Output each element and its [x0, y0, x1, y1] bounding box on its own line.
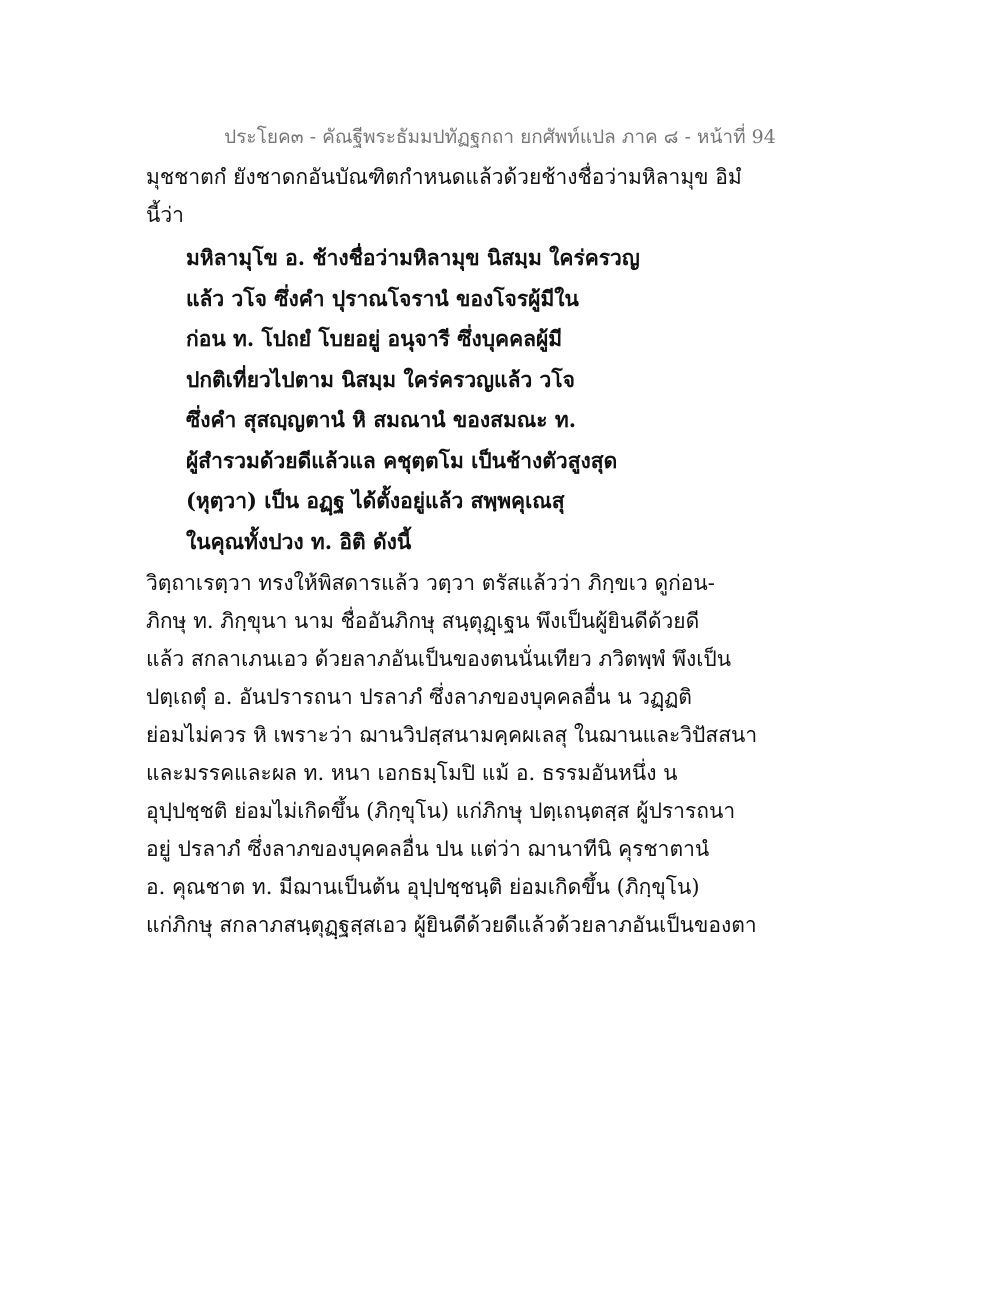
body-paragraph: [146, 564, 866, 944]
text-line: แล้ว สกลาเภนเอว ด้วยลาภอันเป็นของตนนั่นเทียว ภวิตพฺพํ พึงเป็น: [146, 647, 732, 671]
text-line: มุชชาตกํ ยังชาดกอันบัณฑิตกำหนดแล้วด้วยช้างชื่อว่ามหิลามุข อิมํ: [146, 165, 742, 189]
verse-line: (หุตฺวา) เป็น อฏฺฐ ได้ตั้งอยู่แล้ว สพฺพคุเณสุ: [186, 488, 565, 513]
verse-line: ก่อน ท. โปถยํ โบยอยู่ อนุจารี ซึ่งบุคคลผู้มี: [186, 326, 563, 351]
text-line: และมรรคและผล ท. หนา เอกธมฺโมปิ แม้ อ. ธรรมอันหนึ่ง น: [146, 761, 678, 785]
verse-line: ผู้สำรวมด้วยดีแล้วแล คชุตฺตโม เป็นช้างตัวสูงสุด: [186, 447, 618, 473]
text-line: อุปฺปชฺชติ ย่อมไม่เกิดขึ้น (ภิกฺขุโน) แก่ภิกษุ ปตฺเถนฺตสฺส ผู้ปรารถนา: [146, 799, 736, 823]
verse-line: แล้ว วโจ ซึ่งคำ ปุราณโจรานํ ของโจรผู้มีใน: [186, 285, 579, 311]
page-body: [146, 158, 866, 944]
text-line: อ. คุณชาต ท. มีฌานเป็นต้น อุปฺปชฺชนฺติ ย่อมเกิดขึ้น (ภิกฺขุโน): [146, 875, 700, 899]
text-line: วิตฺถาเรตฺวา ทรงให้พิสดารแล้ว วตฺวา ตรัสแล้วว่า ภิกฺขเว ดูก่อน-: [146, 571, 715, 595]
intro-paragraph: [146, 158, 866, 234]
verse-line: มหิลามุโข อ. ช้างชื่อว่ามหิลามุข นิสมฺม ใคร่ครวญ: [186, 245, 640, 270]
running-header: ประโยค๓ - คัณฐีพระธัมมปทัฏฐกถา ยกศัพท์แปล ภาค ๘ - หน้าที่ 94: [224, 126, 776, 148]
text-line: ภิกษุ ท. ภิกฺขุนา นาม ชื่ออันภิกษุ สนฺตุฏฺเฐน พึงเป็นผู้ยินดีด้วยดี: [146, 609, 700, 633]
verse-block: [186, 238, 866, 562]
verse-line: ในคุณทั้งปวง ท. อิติ ดังนี้: [186, 528, 412, 554]
text-line: ย่อมไม่ควร หิ เพราะว่า ฌานวิปสฺสนามคฺคผเลสุ ในฌานและวิปัสสนา: [146, 723, 758, 747]
text-line: ปตฺเถตุํ อ. อันปรารถนา ปรลาภํ ซึ่งลาภของบุคคลอื่น น วฏฺฏติ: [146, 685, 692, 709]
verse-line: ปกติเที่ยวไปตาม นิสมฺม ใคร่ครวญแล้ว วโจ: [186, 366, 575, 392]
verse-line: ซึ่งคำ สุสญฺญตานํ หิ สมณานํ ของสมณะ ท.: [186, 407, 577, 432]
text-line: นี้ว่า: [146, 203, 184, 227]
text-line: อยู่ ปรลาภํ ซึ่งลาภของบุคคลอื่น ปน แต่ว่า ฌานาทีนิ คุรชาตานํ: [146, 837, 710, 861]
text-line: แก่ภิกษุ สกลาภสนฺตุฏฺฐสฺสเอว ผู้ยินดีด้วยดีแล้วด้วยลาภอันเป็นของตา: [146, 913, 757, 937]
